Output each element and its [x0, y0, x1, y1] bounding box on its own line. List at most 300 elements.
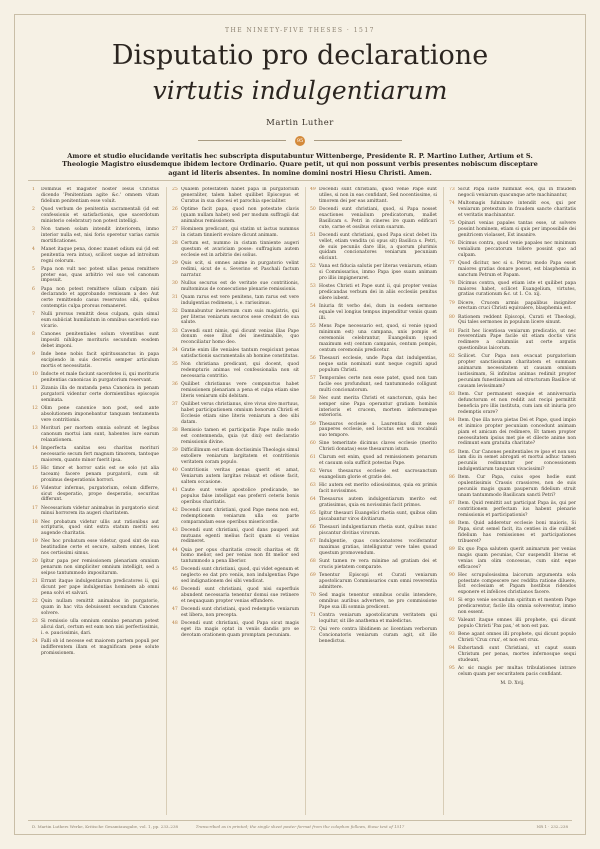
thesis-item	[310, 573, 437, 591]
thesis-item	[172, 207, 299, 225]
thesis-number: 77	[449, 260, 455, 266]
thesis-item	[172, 607, 299, 619]
thesis-number: 38	[172, 428, 178, 434]
thesis-number: 83	[449, 391, 455, 397]
thesis-item	[310, 483, 437, 495]
thesis-item	[310, 613, 437, 625]
thesis-number: 21	[32, 579, 38, 585]
thesis-item	[449, 315, 576, 327]
thesis-text: Dicere, Crucem armis papalibus insigniter erectam cruci Christi equivalere, blasphemia est.	[458, 300, 576, 312]
thesis-text: Item. Cur permanent exequie et anniversaria defunctorum et non reddit aut recipi permittit beneficia pro illis instituta, cum iam sit iniuria pro redemptis orare?	[458, 391, 576, 415]
ornament-rule-left	[198, 140, 286, 141]
thesis-text: Thesauros ecclesie s. Laurentius dixit esse pauperes ecclesie, sed locutus est usu vocabuli suo tempore.	[319, 421, 437, 439]
thesis-text: Tenentur Episcopi et Curati veniarum apostolicarum Commissarios cum omni reverentia admittere.	[319, 573, 437, 591]
thesis-number: 4	[32, 246, 35, 252]
thesis-item	[172, 587, 299, 605]
thesis-number: 84	[449, 417, 455, 423]
thesis-number: 95	[449, 666, 455, 672]
thesis-item	[172, 548, 299, 566]
thesis-text: Canones penitentiales solum viventibus sunt impositi nihilque morituris secundum eosdem debet imponi.	[41, 332, 159, 350]
thesis-item	[172, 241, 299, 259]
thesis-number: 36	[172, 382, 178, 388]
thesis-number: 78	[449, 280, 455, 286]
thesis-text: Videntur infernus, purgatorium, celum differre, sicut desperatio, prope desperatio, securitas differunt.	[41, 485, 159, 503]
thesis-item	[32, 287, 159, 311]
thesis-item	[172, 508, 299, 526]
thesis-text: Item. Cur Canones penitentiales re ipso et non usu iam diu in semet abrogati et mortui adhuc tamen pecuniis redimuntur per concessionem indulgentiarum tanquam vivacissimi?	[458, 449, 576, 473]
thesis-item	[449, 646, 576, 664]
thesis-number: 12	[32, 405, 38, 411]
thesis-text: Si remissio ulla omnium omnino penarum potest alicui dari, certum est eam non nisi perfectissimis, i. e. paucissimis, dari.	[41, 619, 159, 636]
thesis-item	[32, 312, 159, 330]
thesis-text: Hic autem est merito odiosissimus, quia ex primis facit novissimos.	[319, 483, 437, 495]
thesis-item	[449, 475, 576, 499]
thesis-text: Zizania illa de mutanda pena Canonica in penam purgatorii videntur certe dormientibus episcopis seminata.	[41, 386, 159, 403]
thesis-number: 94	[449, 646, 455, 652]
thesis-item	[449, 201, 576, 219]
thesis-text: Docendi sunt christiani, quod nisi superfluis abundent necessaria tenentur domui sue retinere et nequaquam propter venias effundere.	[181, 587, 299, 605]
thesis-number: 70	[310, 593, 316, 599]
thesis-text: Quis scit, si omnes anime in purgatorio velint redimi, sicut de s. Severino et Paschali factum narratur.	[181, 260, 299, 278]
thesis-text: Remissio tamen et participatio Pape nullo modo est contemnenda, quia (ut dixi) est declaratio remissionis divine.	[181, 428, 299, 445]
thesis-item	[32, 426, 159, 444]
thesis-text: Thesaurus autem indulgentiarum merito est gratissimus, quia ex novissimis facit primos.	[319, 497, 437, 509]
thesis-item	[32, 207, 159, 225]
thesis-item	[449, 618, 576, 630]
thesis-item	[172, 468, 299, 486]
thesis-text: Qualem potestatem habet papa in purgatorium generaliter, talem habet quilibet Episcopus et Curatus in sua diocesi et parochia specialiter.	[181, 187, 299, 204]
thesis-text: Quam rarus est vere penitens, tam rarus est vere indulgentias redimens, i. e. rarissimus.	[181, 294, 299, 306]
thesis-number: 3	[32, 226, 35, 232]
thesis-text: Hostes Christi et Pape sunt ii, qui propter venias predicandas verbum dei in aliis ecclesiis penitus silere iubent.	[319, 284, 437, 302]
preface-text: Amore et studio elucidande veritatis hec subscripta disputabuntur Wittenberge, Presidente R. P. Martino Luther, Artium et S. Theologie Magistro eiusdemque ibidem lectore Ordinario. Quare petit, ut qui non possunt verbis presentes nobiscum disceptare agant id literis absentes. In nomine domini nostri Hiesu Christi. Amen.	[62, 152, 538, 177]
thesis-text: Item. Quid remittit aut participat Papa iis, qui per contritionem perfectam ius habent plenarie remissionis et participationis?	[458, 501, 576, 518]
thesis-text: Sed magis tenentur omnibus oculis intendere, omnibus auribus advertere, ne pro commissione Pape sua illi somnia predicent.	[319, 593, 437, 611]
thesis-item	[32, 372, 159, 384]
thesis-text: Morituri per mortem omnia solvunt et legibus canonum mortui iam sunt, habentes iure earum relaxationem.	[41, 425, 159, 443]
thesis-item	[310, 376, 437, 394]
thesis-text: Item. Que illa nova pietas Dei et Pape, quod impio et inimico propter pecuniam concedunt animam piam et amicam dei redimere, Et tamen propter necessitatem ipsius met pie et dilecte anime non redimunt eam gratuita charitate?	[458, 417, 576, 447]
thesis-number: 24	[32, 638, 38, 644]
thesis-number: 22	[32, 599, 38, 605]
thesis-text: Valeant itaque omnes illi prophete, qui dicunt populo Christi 'Pax pax,' et non est pax.	[458, 618, 576, 630]
thesis-text: Multomagis fulminare intendit eos, qui per veniarum pretextum in fraudem sancte charitatis et veritatis machinantur.	[458, 201, 576, 218]
thesis-number: 43	[172, 527, 178, 533]
thesis-text: Olim pene canonice non post, sed ante absolutionem imponebantur tanquam tentamenta vere contritionis.	[41, 405, 159, 423]
thesis-number: 31	[172, 294, 178, 300]
thesis-text: Nec sunt merita Christi et sanctorum, quia hec semper sine Papa operantur gratiam hominis interioris et crucem, mortem infernumque exterioris.	[319, 395, 437, 419]
thesis-item	[172, 382, 299, 400]
thesis-number: 17	[32, 505, 38, 511]
thesis-item	[310, 627, 437, 645]
thesis-item	[449, 632, 576, 644]
thesis-text: Non tamen solam intendit interiorem, immo interior nulla est, nisi foris operetur varias carnis mortificationes.	[41, 226, 159, 244]
thesis-number: 39	[172, 447, 178, 453]
thesis-item	[310, 422, 437, 440]
thesis-item	[172, 448, 299, 466]
thesis-text: Thesauri ecclesie, unde Papa dat indulgentias, neque satis nominati sunt neque cogniti apud populum Christi.	[319, 355, 437, 373]
thesis-item	[310, 264, 437, 282]
thesis-text: Clarum est enim, quod ad remissionem penarum et casuum sola sufficit potestas Pape.	[319, 455, 437, 467]
thesis-item	[32, 579, 159, 597]
footer-note: Transcribed as in printed; the single sheet poster format from the colophon follows, those text of 1517	[195, 824, 405, 829]
thesis-text: Caute sunt venie apostolice predicande, ne populus false intelligat eas preferri ceteris bonis operibus charitatis.	[181, 487, 299, 505]
thesis-item	[172, 488, 299, 506]
thesis-text: Necessarium videtur animabus in purgatorio sicut minui horrorem ita augeri charitatem.	[41, 505, 159, 517]
thesis-number: 23	[32, 619, 38, 625]
thesis-number: 1	[32, 187, 35, 192]
theses-column-3	[310, 187, 437, 817]
thesis-number: 49	[310, 187, 316, 192]
thesis-number: 13	[32, 425, 38, 431]
thesis-item	[449, 354, 576, 389]
thesis-number: 18	[32, 519, 38, 525]
column-separator	[166, 187, 167, 815]
thesis-item	[310, 207, 437, 231]
thesis-number: 89	[449, 546, 455, 552]
thesis-item	[449, 573, 576, 597]
thesis-text: Optime facit papa, quod non potestate clavis (quam nullam habet) sed per modum suffragii dat animabus remissionem.	[181, 206, 299, 224]
thesis-number: 63	[310, 483, 316, 489]
thesis-number: 5	[32, 266, 35, 272]
thesis-number: 6	[32, 286, 35, 292]
thesis-text: Nec probatum videtur ullis aut rationibus aut scripturis, quod sint extra statum meriti seu augende charitatis.	[41, 519, 159, 537]
thesis-item	[172, 428, 299, 446]
thesis-text: Scilicet. Cur Papa non evacuat purgatorium propter sanctissimam charitatem et summam animarum necessitatem ut causam omnium iustissimam, Si infinitas animas redimit propter pecuniam funestissimam ad structuram Basilice ut causam levissimam?	[458, 354, 576, 389]
thesis-number: 27	[172, 226, 178, 232]
thesis-text: Igitur thesauri Euangelici rhetia sunt, quibus olim piscabantur viros divitiarum.	[319, 511, 437, 523]
thesis-number: 32	[172, 308, 178, 314]
thesis-number: 60	[310, 441, 316, 447]
thesis-text: Nec hoc probatum esse videtur, quod sint de sua beatitudine certe et secure, saltem omnes, licet nos certissimi simus.	[41, 539, 159, 557]
thesis-text: Ac sic magis per multas tribulationes intrare celum quam per securitatem pacis confidant.	[458, 666, 576, 678]
thesis-text: Opinari venias papales tantas esse, ut solvere possint hominem, etiam si quis per impossibile dei genitricem violasset, Est insanire.	[458, 220, 576, 238]
thesis-item	[172, 295, 299, 307]
thesis-number: 45	[172, 567, 178, 573]
thesis-number: 33	[172, 328, 178, 334]
thesis-number: 76	[449, 240, 455, 246]
column-separator	[305, 187, 306, 815]
thesis-text: Sine temeritate dicimus claves ecclesie (merito Christi donatas) esse thesaurum istum.	[319, 441, 437, 453]
thesis-text: Hec scrupulosissima laicorum argumenta sola potestate compescere nec reddita ratione diluere, Est ecclesiam et Papam hostibus ridendos exponere et infelices christianos facere.	[458, 572, 576, 596]
thesis-number: 53	[310, 284, 316, 290]
thesis-number: 47	[172, 607, 178, 613]
thesis-text: Difficillimum est etiam doctissimis Theologis simul extollere veniarum largitatem et contritionis veritatem coram populo.	[181, 447, 299, 465]
thesis-number: 19	[32, 539, 38, 545]
thesis-text: Docendi sunt christiani, quod Pape mens non est, redemptionem veniarum ulla ex parte comparandam esse operibus misericordie.	[181, 507, 299, 525]
thesis-item	[310, 497, 437, 509]
thesis-text: Dicimus contra, quod venie papales nec minimum venialium peccatorum tollere possint quo ad culpam.	[458, 240, 576, 258]
thesis-text: Gratie enim ille veniales tantum respiciunt penas satisfactionis sacramentalis ab homine constitutas.	[181, 348, 299, 360]
thesis-number: 80	[449, 314, 455, 320]
thesis-number: 51	[310, 232, 316, 238]
thesis-item	[32, 559, 159, 577]
thesis-text: Contra veniarum apostolicarum veritatem qui loquitur, sit ille anathema et maledictus.	[319, 613, 437, 625]
thesis-text: Quod verbum de penitentia sacramentali (id est confessionis et satisfactionis, que sacerdotum ministerio celebratur) non potest intelligi.	[41, 206, 159, 224]
thesis-item	[310, 233, 437, 263]
thesis-number: 71	[310, 613, 316, 619]
thesis-item	[310, 324, 437, 354]
thesis-number: 58	[310, 395, 316, 401]
thesis-item	[449, 666, 576, 678]
thesis-number: 40	[172, 467, 178, 473]
thesis-text: Docendi sunt christiani, quod redemptio veniarum est libera, non precepta.	[181, 607, 299, 619]
thesis-text: Nullus securus est de veritate sue contritionis, multominus de consecutione plenarie remissionis.	[181, 280, 299, 292]
thesis-item	[449, 221, 576, 239]
thesis-text: Rationem reddent Episcopi, Curati et Theologi, Qui tales sermones in populum licere sinunt.	[458, 314, 576, 326]
thesis-item	[32, 227, 159, 245]
thesis-item	[32, 486, 159, 504]
thesis-number: 59	[310, 421, 316, 427]
thesis-text: Docendi sunt christiani, quod venie Pape sunt utiles, si non in eas confidant, Sed nocentissime, si timorem dei per eas amittant.	[319, 187, 437, 204]
thesis-number: 75	[449, 220, 455, 226]
thesis-item	[449, 547, 576, 571]
thesis-item	[172, 402, 299, 426]
thesis-text: Hominem predicant, qui statim ut iactus nummus in cistam tinnierit evolare dicunt animam.	[181, 226, 299, 238]
thesis-number: 88	[449, 521, 455, 527]
thesis-text: Iniuria fit verbo dei, dum in eodem sermone equale vel longius tempus impenditur veniis quam illi.	[319, 304, 437, 322]
thesis-text: Certum est, nummo in cistam tinniente augeri questum et avariciam posse: suffragium autem ecclesie est in arbitrio dei solius.	[181, 240, 299, 258]
thesis-number: 44	[172, 547, 178, 553]
closing-signature: M. D. Xvij.	[500, 681, 525, 687]
thesis-item	[32, 619, 159, 637]
thesis-item	[310, 455, 437, 467]
thesis-item	[310, 396, 437, 420]
thesis-text: Si ergo venie secundum spiritum et mentem Pape predicarentur, facile illa omnia solverentur, immo non essent.	[458, 598, 576, 616]
thesis-number: 30	[172, 280, 178, 286]
thesis-item	[449, 301, 576, 313]
thesis-number: 29	[172, 260, 178, 266]
thesis-text: Dominus et magister noster Iesus Christus dicendo 'Penitentiam agite &c.' omnem vitam fidelium penitentiam esse voluit.	[41, 187, 159, 204]
theses-column-1	[32, 187, 159, 817]
thesis-number: 79	[449, 300, 455, 306]
thesis-text: Quilibet christianus vere compunctus habet remissionem plenariam a pena et culpa etiam sine literis veniarum sibi debitam.	[181, 382, 299, 400]
thesis-item	[32, 446, 159, 464]
thesis-item	[32, 406, 159, 424]
thesis-text: Bene agant omnes illi prophete, qui dicunt populo Christi 'Crux crux', et non est crux.	[458, 632, 576, 644]
thesis-item	[172, 309, 299, 327]
thesis-text: Facit hec licentiosa veniarum predicatio, ut nec reverentiam Pape facile sit etiam doctis viris redimere a calumniis aut certe argutis questionibus laicorum.	[458, 328, 576, 352]
thesis-number: 7	[32, 312, 35, 318]
thesis-text: Qui vero contra libidinem ac licentiam verborum Concionatoris veniarum curam agit, sit ille benedictus.	[319, 627, 437, 644]
thesis-text: Mens Pape necessario est, quod, si venie (quod minimum est) una campana, unis pompis et ceremoniis celebrantur, Euangelium (quod maximum est) centum campanis, centum pompis, centum ceremoniis predicetur.	[319, 324, 437, 353]
thesis-item	[310, 469, 437, 481]
thesis-number: 93	[449, 632, 455, 638]
thesis-text: Cavendi sunt nimis, qui dicunt venias illas Pape donum esse illud dei inestimabile, quo reconciliatur homo deo.	[181, 328, 299, 346]
thesis-number: 16	[32, 485, 38, 491]
thesis-text: Item. Cur Papa, cuius opes hodie sunt opulentissimis Crassis crassiores, non de suis pecuniis magis quam pauperum fidelium struit unam tantummodo Basilicam sancti Petri?	[458, 475, 576, 499]
thesis-item	[32, 187, 159, 205]
thesis-number: 41	[172, 487, 178, 493]
thesis-text: Exhortandi sunt Christiani, ut caput suum Christum per penas, mortes infernosque sequi studeant,	[458, 646, 576, 664]
thesis-item	[32, 539, 159, 557]
thesis-item	[172, 227, 299, 239]
thesis-text: Verus thesaurus ecclesie est sacrosanctum euangelium glorie et gratie dei.	[319, 469, 437, 481]
thesis-text: Docendi sunt christiani, quod, qui videt egenum et neglecto eo dat pro veniis, non indulgentias Pape sed indignationem dei sibi vendicat.	[181, 567, 299, 585]
thesis-item	[172, 567, 299, 585]
thesis-text: Docendi sunt christiani, quod, si Papa nosset exactiones venialium predicatorum, mallet Basilicam s. Petri in cineres ire quam edificari cute, carne et ossibus ovium suarum.	[319, 206, 437, 230]
thesis-item	[172, 329, 299, 347]
thesis-number: 57	[310, 375, 316, 381]
thesis-text: Ex quo Papa salutem querit animarum per venias magis quam pecunias, Cur suspendit literas et venias iam olim concessas, cum sint eque efficaces?	[458, 546, 576, 570]
thesis-item	[172, 261, 299, 279]
thesis-item	[172, 348, 299, 360]
thesis-number: 87	[449, 501, 455, 507]
thesis-text: Quod dicitur, nec si s. Petrus modo Papa esset maiores gratias donare posset, est blasphemia in sanctum Petrum et Papam.	[458, 260, 576, 278]
thesis-number: 35	[172, 362, 178, 368]
thesis-item	[32, 332, 159, 350]
thesis-text: Docendi sunt christiani, quod Papa sicut debet ita vellet, etiam vendita (si opus sit) Basilica s. Petri, de suis pecuniis dare illis, a quorum plurimis quidam concionatores veniarum pecuniam eliciunt.	[319, 232, 437, 262]
thesis-text: Falli ob id necesse est maiorem partem populi per indifferentem illam et magnificam pene solute promissionem.	[41, 638, 159, 656]
thesis-text: Quia per opus charitatis crescit charitas et fit homo melior, sed per venias non fit melior sed tantummodo a pena liberior.	[181, 547, 299, 565]
thesis-number: 11	[32, 386, 38, 392]
thesis-number: 15	[32, 465, 38, 471]
thesis-number: 14	[32, 445, 38, 451]
thesis-item	[32, 506, 159, 518]
thesis-item	[310, 187, 437, 205]
thesis-item	[172, 362, 299, 380]
thesis-number: 86	[449, 475, 455, 481]
thesis-number: 72	[310, 627, 316, 633]
thesis-number: 55	[310, 324, 316, 330]
thesis-number: 74	[449, 201, 455, 206]
thesis-item	[310, 539, 437, 557]
thesis-item	[449, 418, 576, 448]
thesis-number: 25	[172, 187, 178, 192]
thesis-item	[449, 187, 576, 199]
footer-rule	[28, 820, 572, 821]
thesis-number: 81	[449, 328, 455, 334]
thesis-item	[310, 559, 437, 571]
thesis-number: 64	[310, 497, 316, 503]
theses-column-4	[449, 187, 576, 817]
thesis-text: Papa non potest remittere ullam culpam nisi declarando et approbando remissam a deo Aut certe remittendo casus reservatos sibi, quibus contemptis culpa prorsus remaneret.	[41, 286, 159, 310]
thesis-text: Sicut Papa iuste fulminat eos, qui in fraudem negocii veniarum quacunque arte machinantur,	[458, 187, 576, 198]
theses-column-2	[172, 187, 299, 817]
thesis-text: Nulli prorsus remittit deus culpam, quin simul eum subiiciat humiliatum in omnibus sacerdoti suo vicario.	[41, 312, 159, 330]
thesis-text: Non christiana predicant, qui docent, quod redempturis animas vel confessionalia non sit necessaria contritio.	[181, 362, 299, 380]
thesis-item	[310, 511, 437, 523]
thesis-text: Imperfecta sanitas seu charitas morituri necessario secum fert magnum timorem, tantoque maiorem, quanto minor fuerit ipsa.	[41, 445, 159, 463]
footer-reference: NR 1 · 232–238	[536, 824, 568, 829]
thesis-number: 2	[32, 206, 35, 212]
thesis-text: Docendi sunt christiani, quod Papa sicut magis eget ita magis optat in veniis dandis pro se devotam orationem quam promptam pecuniam.	[181, 621, 299, 639]
thesis-item	[32, 267, 159, 285]
thesis-text: Indulgentie, quas concionatores vociferantur maximas gratias, intelliguntur vere tales quoad questum promovendum.	[319, 539, 437, 557]
ornament-rule-right	[314, 140, 402, 141]
thesis-text: Thesauri indulgentiarum rhetia sunt, quibus nunc piscantur divitias virorum.	[319, 525, 437, 537]
thesis-item	[449, 241, 576, 259]
thesis-number: 8	[32, 332, 35, 338]
thesis-text: Damnabuntur ineternum cum suis magistris, qui per literas veniarum securos sese credunt de sua salute.	[181, 308, 299, 326]
thesis-text: Quilibet verus christianus, sive vivus sive mortuus, habet participationem omnium bonorum Christi et Ecclesie etiam sine literis veniarum a deo sibi datam.	[181, 402, 299, 425]
seal-badge: 95	[296, 138, 304, 144]
thesis-item	[449, 521, 576, 545]
thesis-text: Igitur papa per remissionem plenariam omnium penarum non simpliciter omnium intelligit, sed a seipso tantummodo impositarum.	[41, 559, 159, 577]
thesis-number: 50	[310, 206, 316, 212]
thesis-text: Hic timor et horror satis est se solo (ut alia taceam) facere penam purgatorii, cum sit proximus desperationis horrori.	[41, 465, 159, 483]
thesis-item	[32, 247, 159, 265]
thesis-number: 56	[310, 355, 316, 361]
thesis-number: 34	[172, 348, 178, 354]
thesis-item	[449, 281, 576, 299]
thesis-item	[32, 352, 159, 370]
thesis-text: Item. Quid adderetur ecclesie boni maioris, Si Papa, sicut semel facit, ita centies in die cuilibet fidelium has remissiones et participationes tribueret?	[458, 521, 576, 544]
footer-citation: D. Martin Luthers Werke, Kritische Gesamtausgabe, vol. 1, pp. 233–238	[32, 824, 179, 829]
thesis-number: 46	[172, 587, 178, 593]
thesis-number: 85	[449, 449, 455, 455]
thesis-number: 9	[32, 352, 35, 358]
page-subtitle: virtutis indulgentiarum	[152, 76, 448, 105]
thesis-item	[310, 304, 437, 322]
thesis-number: 61	[310, 455, 316, 461]
thesis-item	[310, 525, 437, 537]
thesis-text: Docendi sunt christiani, quod dans pauperi aut mutuans egenti melius facit quam si venias redimeret.	[181, 527, 299, 545]
section-divider	[28, 180, 572, 181]
running-header: THE NINETY-FIVE THESES · 1517	[225, 27, 375, 34]
thesis-text: Quin nullam remittit animabus in purgatorio, quam in hac vita debuissent secundum Canones solvere.	[41, 599, 159, 616]
thesis-item	[32, 639, 159, 657]
thesis-text: Contritionis veritas penas querit et amat, Veniarum autem largitas relaxat et odisse facit, saltem occasione.	[181, 467, 299, 485]
thesis-number: 82	[449, 354, 455, 360]
thesis-item	[449, 598, 576, 616]
thesis-item	[172, 187, 299, 205]
thesis-number: 68	[310, 559, 316, 565]
thesis-number: 73	[449, 187, 455, 192]
thesis-number: 92	[449, 618, 455, 624]
thesis-number: 54	[310, 304, 316, 310]
thesis-number: 48	[172, 621, 178, 627]
thesis-text: Vana est fiducia salutis per literas veniarum, etiam si Commissarius, immo Papa ipse suam animam pro illis impigneraret.	[319, 264, 437, 282]
thesis-number: 42	[172, 507, 178, 513]
thesis-text: Papa non vult nec potest ullas penas remittere preter eas, quas arbitrio vel suo vel canonum imposuit.	[41, 266, 159, 284]
thesis-number: 28	[172, 240, 178, 246]
thesis-number: 10	[32, 372, 38, 378]
column-separator	[443, 187, 444, 815]
thesis-item	[449, 261, 576, 279]
thesis-item	[310, 441, 437, 453]
thesis-number: 52	[310, 264, 316, 270]
thesis-item	[32, 386, 159, 404]
thesis-number: 26	[172, 206, 178, 212]
thesis-number: 62	[310, 469, 316, 475]
thesis-item	[172, 528, 299, 546]
thesis-item	[449, 392, 576, 416]
thesis-text: Sunt tamen re vera minime ad gratiam dei et crucis pietatem comparate.	[319, 559, 437, 571]
thesis-number: 90	[449, 572, 455, 578]
thesis-item	[32, 599, 159, 617]
thesis-item	[449, 501, 576, 519]
thesis-number: 91	[449, 598, 455, 604]
thesis-item	[449, 329, 576, 353]
thesis-item	[310, 284, 437, 302]
thesis-item	[172, 281, 299, 293]
thesis-number: 37	[172, 402, 178, 408]
thesis-number: 67	[310, 539, 316, 545]
thesis-text: Inde bene nobis facit spiritussanctus in papa excipiendo in suis decretis semper articulum mortis et necessitatis.	[41, 352, 159, 369]
thesis-text: Indocte et male faciunt sacerdotes ii, qui morituris penitentias canonicas in purgatorium reservant.	[41, 372, 159, 383]
thesis-text: Manet itaque pena, donec manet odium sui (id est penitentia vera intus), scilicet usque ad introitum regni celorum.	[41, 246, 159, 264]
thesis-item	[172, 621, 299, 639]
thesis-number: 66	[310, 525, 316, 531]
thesis-number: 69	[310, 573, 316, 579]
thesis-item	[32, 466, 159, 484]
thesis-text: Temporales certe non esse patet, quod non tam facile eos profundunt, sed tantummodo colligunt multi concionatorum.	[319, 375, 437, 393]
page-title: Disputatio pro declaratione	[111, 40, 489, 71]
thesis-item	[449, 450, 576, 474]
thesis-item	[32, 520, 159, 538]
thesis-item	[310, 593, 437, 611]
